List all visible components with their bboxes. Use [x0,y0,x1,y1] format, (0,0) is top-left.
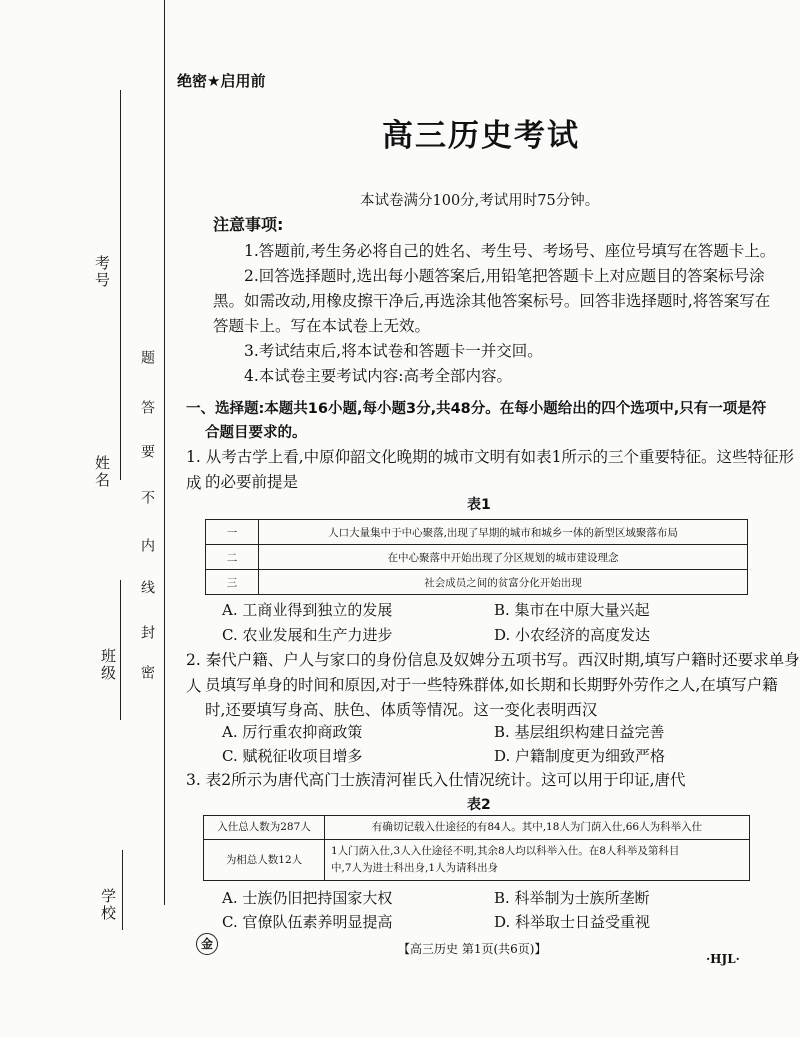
table-row: 二 在中心聚落中开始出现了分区规划的城市建设理念 [206,545,748,570]
binding-line [164,0,165,905]
xuexiao-line [122,850,123,930]
note-2: 2.回答选择题时,选出每小题答案后,用铅笔把答题卡上对应题目的答案标号涂 [244,267,765,285]
q2-option-b: B. 基层组织构建日益完善 [494,723,665,741]
table1 [205,519,748,595]
secret-label: 绝密★启用前 [177,72,266,90]
name-id-line [120,90,121,480]
note-1: 1.答题前,考生务必将自己的姓名、考生号、考场号、座位号填写在答题卡上。 [244,242,776,260]
seal-char-7: 封 [139,625,155,639]
q1-stem-2: 的必要前提是 [205,473,299,491]
notes-heading: 注意事项: [213,215,284,234]
q2-option-d: D. 户籍制度更为细致严格 [494,747,666,765]
xingming-label: 姓名 [93,455,111,489]
q3-stem: 3. 表2所示为唐代高门士族清河崔氏入仕情况统计。这可以用于印证,唐代 [186,771,686,789]
note-2-cont: 黑。如需改动,用橡皮擦干净后,再选涂其他答案标号。回答非选择题时,将答案写在 [213,292,771,310]
banji-line [120,580,121,720]
note-4: 4.本试卷主要考试内容:高考全部内容。 [244,367,513,385]
table-row: 入仕总人数为287人 有确切记载入仕途径的有84人。其中,18人为门荫入仕,66人为科举入仕 [204,816,750,840]
table-row: 为相总人数12人 1人门荫入仕,3人入仕途径不明,其余8人均以科举入仕。在8人科举及第科目 中,7人为进士科出身,1人为请科出身 [204,840,750,881]
xuexiao-label: 学校 [99,888,117,922]
seal-char-4: 不 [139,490,155,504]
q1-option-a: A. 工商业得到独立的发展 [222,601,393,619]
q3-option-c: C. 官僚队伍素养明显提高 [222,913,393,931]
seal-char-6: 线 [139,580,155,594]
q3-option-b: B. 科举制为士族所垄断 [494,889,650,907]
q2-stem: 2. 秦代户籍、户人与家口的身份信息及奴婢分五项书写。西汉时期,填写户籍时还要求单身人 [186,651,800,695]
seal-char-5: 内 [139,538,155,552]
q2-stem-2: 员填写单身的时间和原因,对于一些特殊群体,如长期和长期野外劳作之人,在填写户籍 [205,676,778,694]
table2-caption: 表2 [467,797,491,813]
note-3: 3.考试结束后,将本试卷和答题卡一并交回。 [244,342,543,360]
q1-option-d: D. 小农经济的高度发达 [494,626,651,644]
footer-code: ·HJL· [706,952,740,966]
seal-char-2: 答 [139,400,155,414]
seal-char-8: 密 [139,665,155,679]
seal-char-1: 题 [139,350,155,364]
q1-stem: 1. 从考古学上看,中原仰韶文化晚期的城市文明有如表1所示的三个重要特征。这些特征形成 [186,448,795,492]
section1-heading: 一、选择题:本题共16小题,每小题3分,共48分。在每小题给出的四个选项中,只有一项是符 [186,401,767,417]
footer-badge-icon: 金 [196,933,218,955]
banji-label: 班级 [99,648,117,682]
q2-option-c: C. 赋税征收项目增多 [222,747,363,765]
page-indicator: 【高三历史 第1页(共6页)】 [398,942,547,956]
table-row: 三 社会成员之间的贫富分化开始出现 [206,570,748,595]
section1-heading-2: 合题目要求的。 [205,425,307,441]
q1-option-c: C. 农业发展和生产力进步 [222,626,393,644]
q3-option-a: A. 士族仍旧把持国家大权 [222,889,393,907]
seal-char-3: 要 [139,444,155,458]
q1-option-b: B. 集市在中原大量兴起 [494,601,650,619]
exam-subtitle: 本试卷满分100分,考试用时75分钟。 [360,193,600,209]
q3-option-d: D. 科举取士日益受重视 [494,913,651,931]
table2 [203,815,750,881]
kaohao-label: 考号 [93,255,111,289]
note-2-cont2: 答题卡上。写在本试卷上无效。 [213,317,431,335]
q2-stem-3: 时,还要填写身高、肤色、体质等情况。这一变化表明西汉 [205,701,598,719]
table1-caption: 表1 [467,497,491,513]
table-row: 一 人口大量集中于中心聚落,出现了早期的城市和城乡一体的新型区域聚落布局 [206,520,748,545]
q2-option-a: A. 厉行重农抑商政策 [222,723,363,741]
exam-title: 高三历史考试 [382,118,580,154]
